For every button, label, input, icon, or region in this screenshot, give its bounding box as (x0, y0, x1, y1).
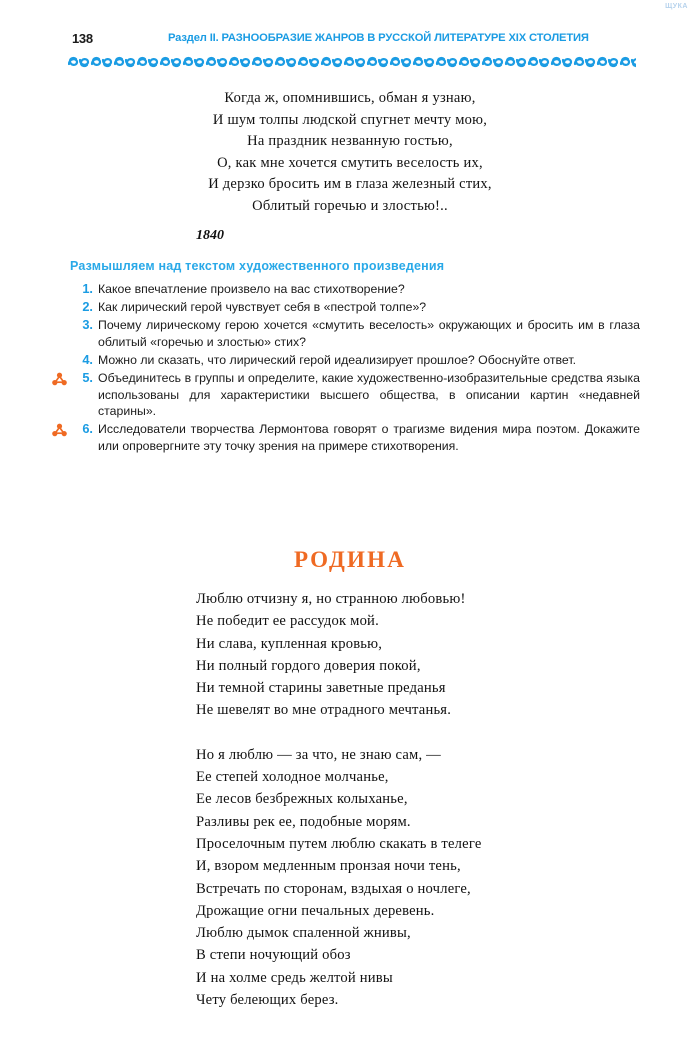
poem-excerpt-line: На праздник незванную гостью, (247, 133, 453, 149)
question-number: 1. (82, 281, 93, 296)
running-head (72, 31, 650, 49)
poem-year: 1840 (196, 228, 224, 243)
group-work-icon (52, 372, 67, 386)
poem-line: Люблю отчизну я, но странною любовью! (196, 591, 466, 607)
question-text: Исследователи творчества Лермонтова говорят о трагизме видения мира поэтом. Докажите или опровергните эту точку зрения на примере стихотворения. (98, 422, 640, 453)
question-item (72, 317, 640, 350)
poem-line: Разливы рек ее, подобные морям. (196, 813, 411, 830)
poem-title: РОДИНА (293, 547, 407, 572)
question-number: 5. (82, 369, 93, 385)
question-item (72, 352, 640, 369)
poem-stanza (196, 588, 616, 722)
poem-line: Не победит ее рассудок мой. (196, 613, 379, 630)
question-number: 4. (82, 351, 93, 367)
question-number: 3. (82, 317, 93, 333)
watermark-label: ЩУКА (665, 3, 688, 10)
poem-excerpt-line: И шум толпы людской спугнет мечту мою, (212, 111, 488, 128)
poem-excerpt-line: О, как мне хочется смутить веселость их, (217, 154, 483, 171)
poem-line: Дрожащие огни печальных деревень. (196, 902, 435, 919)
poem-excerpt-line: Облитый горечью и злостью!.. (252, 197, 448, 214)
poem-line: Ни темной старины заветные преданья (196, 680, 446, 697)
poem-line: Ее лесов безбрежных колыханье, (196, 791, 408, 808)
question-item (72, 370, 640, 420)
poem-line: Ни полный гордого доверия покой, (196, 657, 421, 674)
ornamental-wave-divider (68, 55, 636, 69)
poem-line: Ни слава, купленная кровью, (196, 635, 383, 652)
question-number: 2. (82, 299, 93, 315)
running-head-title: Раздел II. РАЗНООБРАЗИЕ ЖАНРОВ В РУССКОЙ ЛИТЕРАТУРЕ XIX СТОЛЕТИЯ (168, 32, 589, 44)
poem-line: Но я люблю — за что, не знаю сам, — (196, 746, 441, 763)
poem-line: Люблю дымок спаленной жнивы, (196, 925, 411, 942)
page-number: 138 (72, 31, 93, 46)
question-number: 6. (82, 421, 93, 437)
poem-excerpt-line: Когда ж, опомнившись, обман я узнаю, (224, 90, 476, 106)
poem-excerpt-line: И дерзко бросить им в глаза железный стих, (208, 176, 492, 192)
group-work-icon (52, 423, 67, 437)
question-item (72, 421, 640, 454)
question-text: Можно ли сказать, что лирический герой идеализирует прошлое? Обоснуйте ответ. (98, 352, 577, 367)
poem-line: Ее степей холодное молчанье, (196, 769, 389, 786)
poem-line: В степи ночующий обоз (196, 947, 351, 964)
poem-line: Проселочным путем люблю скакать в телеге (196, 835, 482, 852)
question-text: Почему лирическому герою хочется «смутить веселость» окружающих и бросить им в глаза облитый «горечью и злостью» стих? (98, 318, 640, 349)
question-text: Какое впечатление произвело на вас стихотворение? (98, 282, 405, 296)
poem-line: Встречать по сторонам, вздыхая о ночлеге, (196, 880, 471, 897)
poem-line: И, взором медленным пронзая ночи тень, (196, 858, 461, 875)
poem-body (196, 588, 616, 1033)
poem-line: Чету белеющих берез. (196, 992, 339, 1009)
poem-line: Не шевелят во мне отрадного мечтанья. (196, 702, 452, 719)
poem-excerpt (0, 88, 700, 217)
question-text: Объединитесь в группы и определите, какие художественно-изобразительные средства языка использованы для характеристики высшего общества, в описании картин «недавней старины». (98, 370, 640, 419)
question-item (72, 281, 640, 298)
question-item (72, 299, 640, 316)
question-text: Как лирический герой чувствует себя в «пестрой толпе»? (98, 300, 427, 315)
questions-list (72, 281, 640, 456)
section-heading: Размышляем над текстом художественного произведения (70, 259, 445, 273)
poem-stanza (196, 744, 616, 1012)
poem-line: И на холме средь желтой нивы (196, 969, 393, 986)
